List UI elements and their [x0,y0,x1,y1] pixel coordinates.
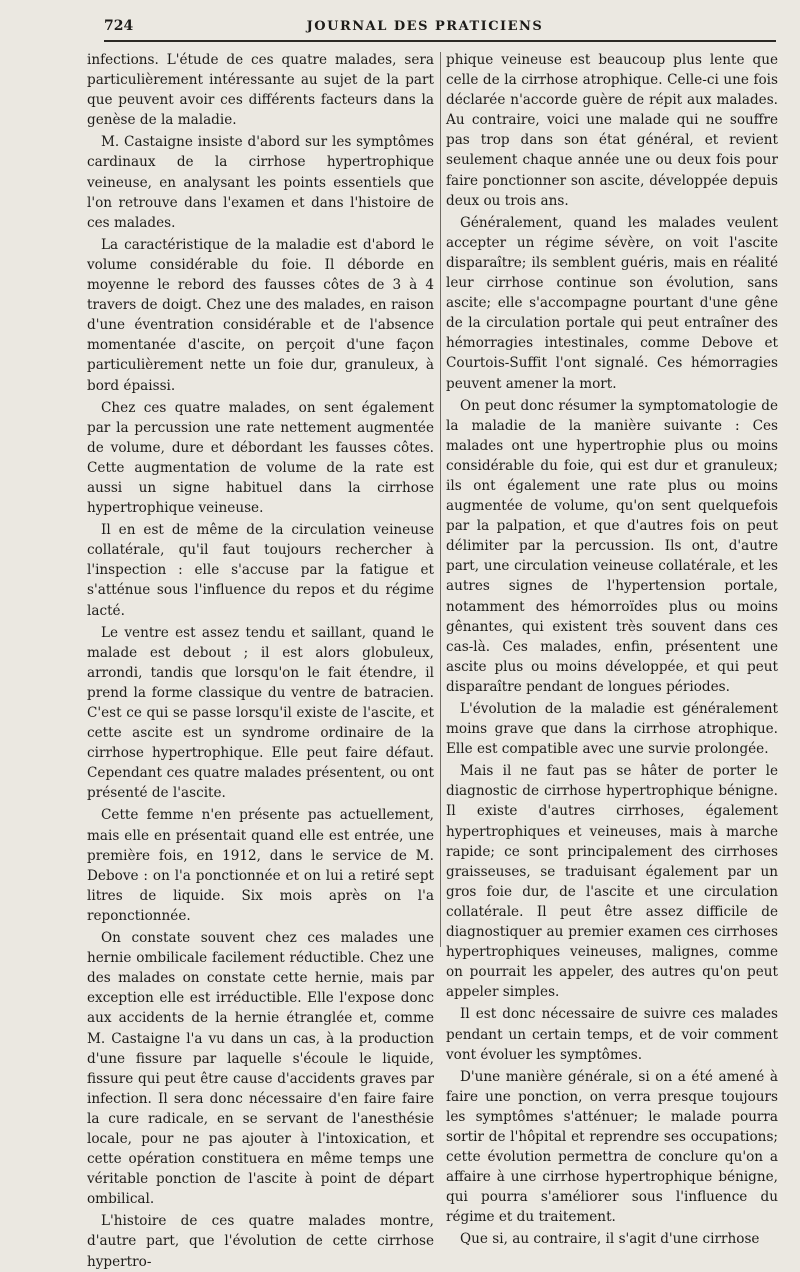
left-column [87,50,434,1272]
paragraph: Chez ces quatre malades, on sent également par la percussion une rate nettement augmentée de volume, dure et débordant les fausses côtes. Cette augmentation de volume de la rate est aussi un signe habituel dans la cirrhose hypertrophique veineuse. [87,399,434,517]
header-rule [104,40,776,42]
page-number: 724 [104,18,134,34]
paragraph: Il en est de même de la circulation veineuse collatérale, qu'il faut toujours rechercher à l'inspection : elle s'accuse par la fatigue et s'atténue sous l'influence du repos et du régime lacté. [87,522,434,619]
page-header [86,18,764,40]
paragraph: infections. L'étude de ces quatre malades, sera particulièrement intéressante au sujet de la part que peuvent avoir ces différents facteurs dans la genèse de la maladie. [87,52,434,129]
paragraph: Le ventre est assez tendu et saillant, quand le malade est debout ; il est alors globuleux, arrondi, tandis que lorsqu'on le fait étendre, il prend la forme classique du ventre de batracien. C'est ce qui se passe lorsqu'il existe de l'ascite, et cette ascite est un syndrome ordinaire de la cirrhose hypertrophique. Elle peut faire défaut. Cependant ces quatre malades présentent, ou ont présenté de l'ascite. [87,624,434,802]
paragraph: Cette femme n'en présente pas actuellement, mais elle en présentait quand elle est entrée, une première fois, en 1912, dans le service de M. Debove : on l'a ponctionnée et on lui a retiré sept litres de liquide. Six mois après on l'a reponctionnée. [87,807,434,924]
paragraph: Que si, au contraire, il s'agit d'une cirrhose [460,1231,760,1248]
paragraph: On peut donc résumer la symptomatologie de la maladie de la manière suivante : Ces malades ont une hypertrophie plus ou moins considérable du foie, qui est dur et granuleux; ils ont également une rate plus ou moins augmentée de volume, qu'on sent quelquefois par la palpation, et que d'autres fois on peut délimiter par la percussion. Ils ont, d'autre part, une circulation veineuse collatérale, et les autres signes de l'hypertension portale, notamment des hémorroïdes plus ou moins gênantes, qui existent très souvent dans ces cas-là. Ces malades, enfin, présentent une ascite plus ou moins développée, et qui peut disparaître pendant de longues périodes. [446,397,778,695]
paragraph: L'histoire de ces quatre malades montre, d'autre part, que l'évolution de cette cirrhose hypertro- [87,1213,434,1270]
paragraph: M. Castaigne insiste d'abord sur les symptômes cardinaux de la cirrhose hypertrophique veineuse, en analysant les points essentiels que l'on retrouve dans l'examen et dans l'histoire de ces malades. [87,134,434,231]
paragraph: Il est donc nécessaire de suivre ces malades pendant un certain temps, et de voir comment vont évoluer les symptômes. [446,1006,778,1063]
paragraph: phique veineuse est beaucoup plus lente que celle de la cirrhose atrophique. Celle-ci une fois déclarée n'accorde guère de répit aux malades. Au contraire, voici une malade qui ne souffre pas trop dans son état général, et revient seulement chaque année une ou deux fois pour faire ponctionner son ascite, développée depuis deux ou trois ans. [446,52,778,209]
paragraph: Mais il ne faut pas se hâter de porter le diagnostic de cirrhose hypertrophique bénigne. Il existe d'autres cirrhoses, également hypertrophiques et veineuses, mais à marche rapide; ce sont principalement des cirrhoses graisseuses, se traduisant également par un gros foie dur, de l'ascite et une circulation collatérale. Il peut être assez difficile de diagnostiquer au premier examen ces cirrhoses hypertrophiques veineuses, malignes, comme on pourrait les appeler, des autres qu'on peut appeler simples. [446,763,778,1001]
paragraph: D'une manière générale, si on a été amené à faire une ponction, on verra presque toujours les symptômes s'atténuer; le malade pourra sortir de l'hôpital et reprendre ses occupations; cette évolution permettra de conclure qu'on a affaire à une cirrhose hypertrophique bénigne, qui pourra s'améliorer sous l'influence du régime et du traitement. [446,1068,778,1226]
journal-title: JOURNAL DES PRATICIENS [306,19,544,34]
paragraph: L'évolution de la maladie est généralement moins grave que dans la cirrhose atrophique. Elle est compatible avec une survie prolongée. [446,701,778,758]
paragraph: Généralement, quand les malades veulent accepter un régime sévère, on voit l'ascite disparaître; ils semblent guéris, mais en réalité leur cirrhose continue son évolution, sans ascite; elle s'accompagne pourtant d'une gêne de la circulation portale qui peut entraîner des hémorragies intestinales, comme Debove et Courtois-Suffit l'ont signalé. Ces hémorragies peuvent amener la mort. [446,214,778,392]
paragraph: On constate souvent chez ces malades une hernie ombilicale facilement réductible. Chez une des malades on constate cette hernie, mais par exception elle est irréductible. Elle l'expose donc aux accidents de la hernie étranglée et, comme M. Castaigne l'a vu dans un cas, à la production d'une fissure par laquelle s'écoule le liquide, fissure qui peut être cause d'accidents graves par infection. Il sera donc nécessaire d'en faire faire la cure radicale, en se servant de l'anesthésie locale, pour ne pas ajouter à l'intoxication, et cette opération constituera en même temps une véritable ponction de l'ascite à point de départ ombilical. [87,930,434,1208]
paragraph: La caractéristique de la maladie est d'abord le volume considérable du foie. Il déborde en moyenne le rebord des fausses côtes de 3 à 4 travers de doigt. Chez une des malades, en raison d'une éventration considérable et de l'absence momentanée d'ascite, on perçoit d'une façon particulièrement nette un foie dur, granuleux, à bord épaissi. [87,236,434,394]
column-divider [440,52,441,947]
right-column [446,50,778,1250]
